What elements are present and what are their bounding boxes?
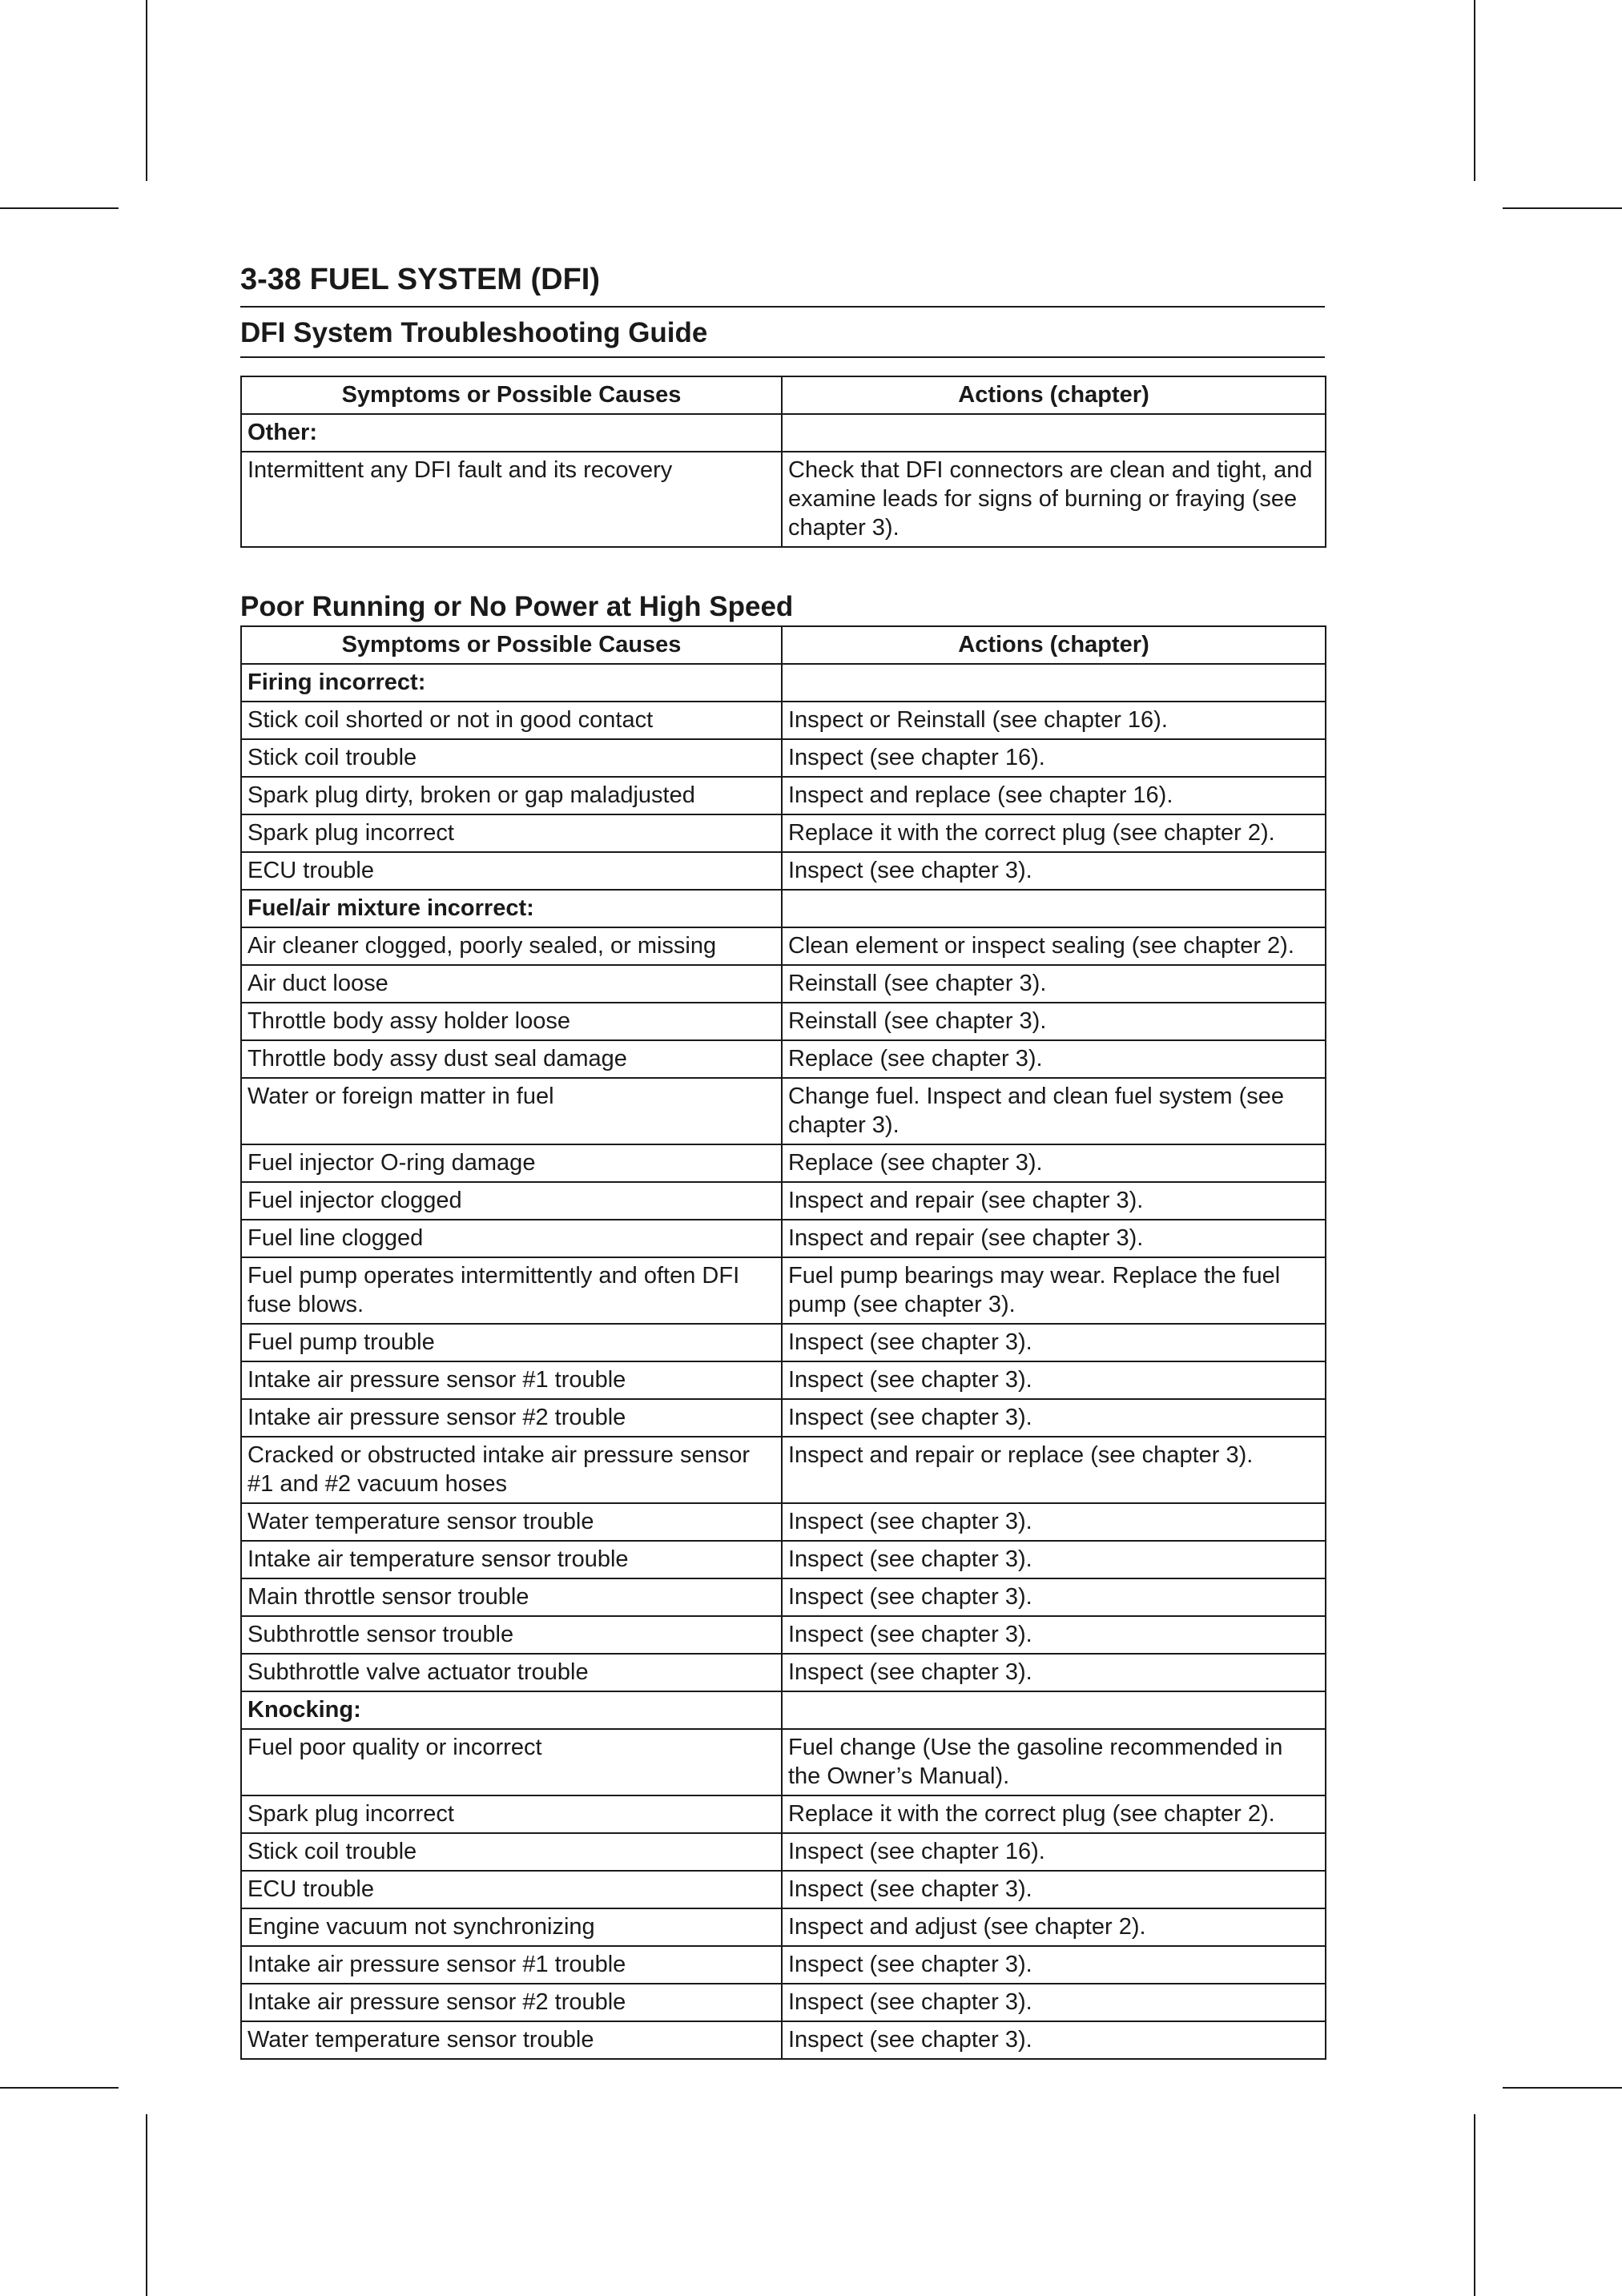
cause-cell: Water temperature sensor trouble bbox=[241, 1503, 782, 1541]
table-row bbox=[241, 1437, 1326, 1503]
action-cell bbox=[782, 890, 1326, 927]
category-row bbox=[241, 664, 1326, 702]
action-cell: Reinstall (see chapter 3). bbox=[782, 965, 1326, 1003]
table-row bbox=[241, 1654, 1326, 1691]
table-row bbox=[241, 1324, 1326, 1361]
cause-cell: Cracked or obstructed intake air pressure sensor #1 and #2 vacuum hoses bbox=[241, 1437, 782, 1503]
action-cell bbox=[782, 664, 1326, 702]
cause-cell: Intake air pressure sensor #2 trouble bbox=[241, 1399, 782, 1437]
cause-cell: Intake air temperature sensor trouble bbox=[241, 1541, 782, 1578]
action-cell: Inspect and replace (see chapter 16). bbox=[782, 777, 1326, 814]
table-row bbox=[241, 1503, 1326, 1541]
action-cell: Inspect (see chapter 3). bbox=[782, 1541, 1326, 1578]
crop-mark bbox=[1474, 2114, 1475, 2296]
crop-mark bbox=[0, 2087, 119, 2089]
table-row bbox=[241, 1399, 1326, 1437]
table-row bbox=[241, 777, 1326, 814]
action-cell: Inspect (see chapter 16). bbox=[782, 1833, 1326, 1871]
table-row bbox=[241, 927, 1326, 965]
table-row bbox=[241, 1040, 1326, 1078]
action-cell: Inspect and repair (see chapter 3). bbox=[782, 1182, 1326, 1220]
crop-mark bbox=[1474, 0, 1475, 181]
table-header-row bbox=[241, 376, 1326, 414]
action-cell: Fuel change (Use the gasoline recommended in the Owner’s Manual). bbox=[782, 1729, 1326, 1795]
table-row bbox=[241, 1729, 1326, 1795]
cause-cell: Throttle body assy dust seal damage bbox=[241, 1040, 782, 1078]
cause-cell: Intake air pressure sensor #2 trouble bbox=[241, 1984, 782, 2021]
page-content bbox=[240, 264, 1325, 2060]
cause-cell: Intermittent any DFI fault and its recovery bbox=[241, 452, 782, 547]
table-row bbox=[241, 739, 1326, 777]
table-row bbox=[241, 1984, 1326, 2021]
action-cell: Inspect (see chapter 3). bbox=[782, 852, 1326, 890]
category-row bbox=[241, 414, 1326, 452]
table-row bbox=[241, 1833, 1326, 1871]
table-row bbox=[241, 1144, 1326, 1182]
cause-cell: Stick coil trouble bbox=[241, 739, 782, 777]
troubleshooting-table-general bbox=[240, 376, 1326, 548]
cause-cell: Fuel injector O-ring damage bbox=[241, 1144, 782, 1182]
action-cell: Inspect and adjust (see chapter 2). bbox=[782, 1908, 1326, 1946]
table-row bbox=[241, 1078, 1326, 1144]
table-row bbox=[241, 1220, 1326, 1257]
action-cell: Inspect and repair or replace (see chapter 3). bbox=[782, 1437, 1326, 1503]
action-cell: Inspect (see chapter 3). bbox=[782, 1984, 1326, 2021]
category-label: Other: bbox=[241, 414, 782, 452]
action-cell: Inspect (see chapter 3). bbox=[782, 1361, 1326, 1399]
action-cell: Inspect (see chapter 3). bbox=[782, 1654, 1326, 1691]
category-row bbox=[241, 890, 1326, 927]
cause-cell: Main throttle sensor trouble bbox=[241, 1578, 782, 1616]
action-cell: Inspect (see chapter 3). bbox=[782, 2021, 1326, 2059]
cause-cell: Air duct loose bbox=[241, 965, 782, 1003]
cause-cell: Spark plug dirty, broken or gap maladjusted bbox=[241, 777, 782, 814]
table-row bbox=[241, 1616, 1326, 1654]
action-cell: Inspect (see chapter 3). bbox=[782, 1399, 1326, 1437]
cause-cell: Spark plug incorrect bbox=[241, 814, 782, 852]
troubleshooting-table-high-speed bbox=[240, 625, 1326, 2060]
table-row bbox=[241, 1578, 1326, 1616]
crop-mark bbox=[1503, 207, 1622, 209]
category-label: Knocking: bbox=[241, 1691, 782, 1729]
action-cell: Change fuel. Inspect and clean fuel system (see chapter 3). bbox=[782, 1078, 1326, 1144]
crop-mark bbox=[0, 207, 119, 209]
table-row bbox=[241, 1871, 1326, 1908]
page-header: 3-38 FUEL SYSTEM (DFI) bbox=[240, 264, 1325, 308]
action-cell bbox=[782, 414, 1326, 452]
cause-cell: Fuel pump operates intermittently and often DFI fuse blows. bbox=[241, 1257, 782, 1324]
cause-cell: ECU trouble bbox=[241, 1871, 782, 1908]
table-row bbox=[241, 1182, 1326, 1220]
cause-cell: Fuel pump trouble bbox=[241, 1324, 782, 1361]
action-cell: Inspect (see chapter 3). bbox=[782, 1324, 1326, 1361]
table-row bbox=[241, 814, 1326, 852]
action-cell: Inspect (see chapter 3). bbox=[782, 1616, 1326, 1654]
table-row bbox=[241, 1908, 1326, 1946]
action-cell: Inspect (see chapter 3). bbox=[782, 1946, 1326, 1984]
action-cell: Fuel pump bearings may wear. Replace the fuel pump (see chapter 3). bbox=[782, 1257, 1326, 1324]
crop-mark bbox=[1503, 2087, 1622, 2089]
cause-cell: Water or foreign matter in fuel bbox=[241, 1078, 782, 1144]
table-row bbox=[241, 1361, 1326, 1399]
cause-cell: Fuel injector clogged bbox=[241, 1182, 782, 1220]
column-header-causes: Symptoms or Possible Causes bbox=[241, 626, 782, 664]
action-cell: Inspect and repair (see chapter 3). bbox=[782, 1220, 1326, 1257]
action-cell: Replace (see chapter 3). bbox=[782, 1040, 1326, 1078]
table-row bbox=[241, 1541, 1326, 1578]
category-label: Firing incorrect: bbox=[241, 664, 782, 702]
table-row bbox=[241, 1795, 1326, 1833]
crop-mark bbox=[146, 2114, 147, 2296]
cause-cell: Subthrottle sensor trouble bbox=[241, 1616, 782, 1654]
page-subheader: DFI System Troubleshooting Guide bbox=[240, 308, 1325, 358]
column-header-actions: Actions (chapter) bbox=[782, 376, 1326, 414]
cause-cell: Engine vacuum not synchronizing bbox=[241, 1908, 782, 1946]
table-row bbox=[241, 2021, 1326, 2059]
cause-cell: Throttle body assy holder loose bbox=[241, 1003, 782, 1040]
table-body bbox=[241, 414, 1326, 547]
table-row bbox=[241, 965, 1326, 1003]
table-header-row bbox=[241, 626, 1326, 664]
action-cell: Replace (see chapter 3). bbox=[782, 1144, 1326, 1182]
category-row bbox=[241, 1691, 1326, 1729]
crop-mark bbox=[146, 0, 147, 181]
cause-cell: Fuel line clogged bbox=[241, 1220, 782, 1257]
action-cell: Replace it with the correct plug (see chapter 2). bbox=[782, 1795, 1326, 1833]
cause-cell: Intake air pressure sensor #1 trouble bbox=[241, 1361, 782, 1399]
cause-cell: Stick coil shorted or not in good contact bbox=[241, 702, 782, 739]
cause-cell: Fuel poor quality or incorrect bbox=[241, 1729, 782, 1795]
cause-cell: Subthrottle valve actuator trouble bbox=[241, 1654, 782, 1691]
table-row bbox=[241, 702, 1326, 739]
action-cell: Inspect (see chapter 3). bbox=[782, 1578, 1326, 1616]
category-label: Fuel/air mixture incorrect: bbox=[241, 890, 782, 927]
cause-cell: Air cleaner clogged, poorly sealed, or missing bbox=[241, 927, 782, 965]
cause-cell: Water temperature sensor trouble bbox=[241, 2021, 782, 2059]
cause-cell: ECU trouble bbox=[241, 852, 782, 890]
section-title: Poor Running or No Power at High Speed bbox=[240, 591, 794, 622]
table-body bbox=[241, 664, 1326, 2059]
action-cell: Inspect (see chapter 3). bbox=[782, 1503, 1326, 1541]
cause-cell: Spark plug incorrect bbox=[241, 1795, 782, 1833]
action-cell: Reinstall (see chapter 3). bbox=[782, 1003, 1326, 1040]
column-header-causes: Symptoms or Possible Causes bbox=[241, 376, 782, 414]
action-cell: Clean element or inspect sealing (see chapter 2). bbox=[782, 927, 1326, 965]
table-row bbox=[241, 1003, 1326, 1040]
action-cell: Inspect or Reinstall (see chapter 16). bbox=[782, 702, 1326, 739]
table-row bbox=[241, 452, 1326, 547]
cause-cell: Intake air pressure sensor #1 trouble bbox=[241, 1946, 782, 1984]
action-cell: Check that DFI connectors are clean and tight, and examine leads for signs of burning or fraying (see chapter 3). bbox=[782, 452, 1326, 547]
action-cell bbox=[782, 1691, 1326, 1729]
cause-cell: Stick coil trouble bbox=[241, 1833, 782, 1871]
table-row bbox=[241, 1946, 1326, 1984]
action-cell: Inspect (see chapter 3). bbox=[782, 1871, 1326, 1908]
action-cell: Inspect (see chapter 16). bbox=[782, 739, 1326, 777]
column-header-actions: Actions (chapter) bbox=[782, 626, 1326, 664]
action-cell: Replace it with the correct plug (see chapter 2). bbox=[782, 814, 1326, 852]
table-row bbox=[241, 1257, 1326, 1324]
table-row bbox=[241, 852, 1326, 890]
